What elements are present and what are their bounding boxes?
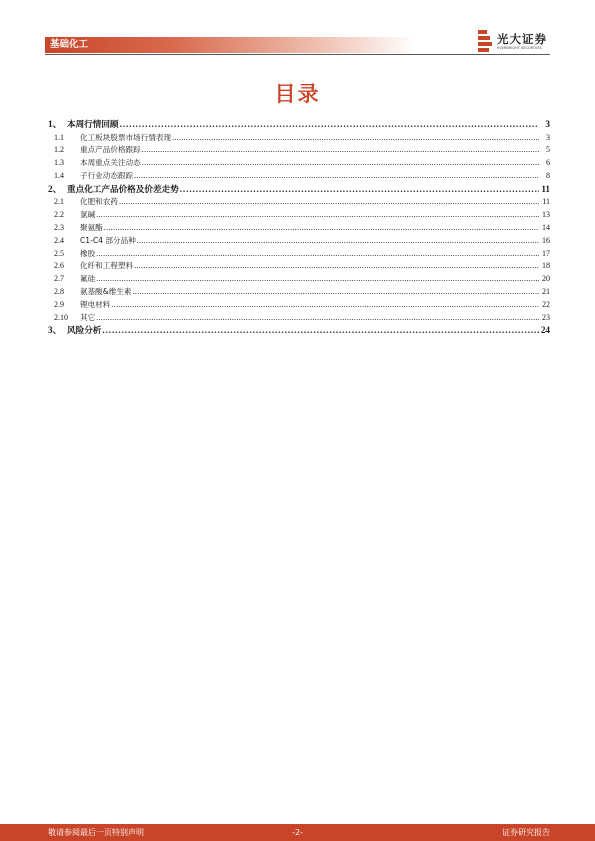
toc-entry-page: 23 [542, 312, 550, 322]
toc-dot-leader [119, 196, 539, 209]
toc-entry[interactable] [45, 183, 550, 197]
toc-entry[interactable] [45, 273, 550, 286]
footer-page-number: -2- [292, 828, 303, 837]
toc-entry-page: 24 [540, 325, 550, 336]
toc-entry-number: 2.3 [54, 222, 64, 232]
page-title: 目录 [274, 82, 321, 106]
toc-entry[interactable] [45, 235, 550, 248]
footer-disclaimer: 敬请参阅最后一页特别声明 [48, 828, 144, 837]
toc-entry-number: 3、 [48, 325, 62, 336]
toc-entry-page: 13 [542, 210, 550, 220]
toc-entry-page: 3 [545, 119, 550, 129]
toc-entry[interactable] [45, 286, 550, 299]
toc-entry-number: 1.3 [54, 158, 64, 168]
logo-subtitle: EVERBRIGHT SECURITIES [497, 46, 542, 50]
toc-entry-label: 锂电材料 [80, 299, 111, 309]
toc-entry-label: 聚氨酯 [80, 222, 103, 232]
toc-entry-number: 2.1 [54, 197, 64, 207]
toc-entry-label: 其它 [80, 312, 96, 322]
toc-entry[interactable] [45, 209, 550, 222]
logo-mark-icon [478, 30, 492, 52]
toc-dot-leader [96, 248, 539, 261]
toc-entry-page: 11 [541, 183, 550, 194]
toc-dot-leader [96, 273, 539, 286]
toc-entry-label: 重点化工产品价格及价差走势 [67, 184, 179, 195]
toc-entry-page: 3 [546, 132, 550, 142]
header-category: 基础化工 [50, 39, 89, 50]
toc-entry-page: 14 [542, 222, 550, 232]
toc-entry-label: 子行业动态跟踪 [80, 170, 134, 180]
header-divider [45, 54, 550, 55]
toc-entry[interactable] [45, 144, 550, 157]
toc-entry-number: 2.9 [54, 299, 64, 309]
toc-entry[interactable] [45, 260, 550, 273]
toc-entry-number: 2.10 [54, 312, 68, 322]
toc-entry-label: 化纤和工程塑料 [80, 261, 134, 271]
toc-dot-leader [120, 118, 539, 132]
toc-entry[interactable] [45, 157, 550, 170]
toc-dot-leader [137, 235, 539, 248]
toc-dot-leader [134, 260, 539, 273]
toc-dot-leader [104, 222, 539, 235]
toc-dot-leader [111, 299, 539, 312]
toc-entry-label: 本周重点关注动态 [80, 158, 141, 168]
toc-entry-page: 20 [542, 274, 550, 284]
toc-entry[interactable] [45, 299, 550, 312]
toc-entry-number: 2、 [48, 183, 62, 194]
toc-entry-label: 氯碱 [80, 210, 96, 220]
toc-dot-leader [96, 312, 539, 325]
toc-entry-label: 重点产品价格跟踪 [80, 145, 141, 155]
toc-entry-label: 氨基酸&维生素 [80, 286, 132, 296]
toc-entry-number: 2.6 [54, 261, 64, 271]
toc-entry-page: 11 [542, 197, 550, 207]
toc-entry-number: 1.2 [54, 145, 64, 155]
toc-entry-number: 1.1 [54, 132, 64, 142]
toc-entry[interactable] [45, 248, 550, 261]
toc-entry-page: 8 [546, 170, 550, 180]
toc-entry-number: 1、 [48, 119, 62, 129]
toc-entry[interactable] [45, 196, 550, 209]
toc-entry-number: 2.5 [54, 248, 64, 258]
toc-entry-label: C1-C4 部分品种 [80, 235, 136, 245]
header-bar [45, 37, 415, 53]
toc-entry-page: 17 [542, 248, 550, 258]
toc-entry-page: 5 [546, 145, 550, 155]
toc-dot-leader [142, 144, 539, 157]
toc-entry-number: 2.2 [54, 210, 64, 220]
toc-dot-leader [172, 132, 539, 145]
toc-dot-leader [134, 170, 539, 183]
toc-dot-leader [142, 157, 539, 170]
toc-entry[interactable] [45, 324, 550, 338]
toc-entry-page: 18 [542, 261, 550, 271]
toc-entry-label: 本周行情回顾 [67, 120, 119, 130]
logo-name: 光大证券 [497, 32, 547, 46]
toc-entry-page: 16 [542, 235, 550, 245]
toc-entry[interactable] [45, 118, 550, 132]
toc-entry-label: 化肥和农药 [80, 197, 118, 207]
toc-dot-leader [102, 324, 539, 338]
toc-entry-page: 6 [546, 158, 550, 168]
toc-entry-page: 22 [542, 299, 550, 309]
toc-entry[interactable] [45, 132, 550, 145]
toc-entry-number: 1.4 [54, 170, 64, 180]
table-of-contents [45, 118, 550, 338]
toc-entry-number: 2.4 [54, 235, 64, 245]
toc-dot-leader [180, 183, 539, 197]
footer-doc-type: 证券研究报告 [502, 828, 550, 837]
toc-entry-label: 风险分析 [67, 326, 102, 337]
toc-entry[interactable] [45, 170, 550, 183]
toc-dot-leader [132, 286, 539, 299]
toc-entry[interactable] [45, 312, 550, 325]
toc-entry-number: 2.7 [54, 274, 64, 284]
toc-entry-page: 21 [542, 286, 550, 296]
toc-entry-label: 橡胶 [80, 248, 96, 258]
company-logo [478, 30, 552, 54]
toc-entry-label: 化工板块股票市场行情表现 [80, 132, 172, 142]
toc-dot-leader [96, 209, 539, 222]
toc-entry[interactable] [45, 222, 550, 235]
toc-entry-label: 氟硅 [80, 274, 96, 284]
toc-entry-number: 2.8 [54, 286, 64, 296]
